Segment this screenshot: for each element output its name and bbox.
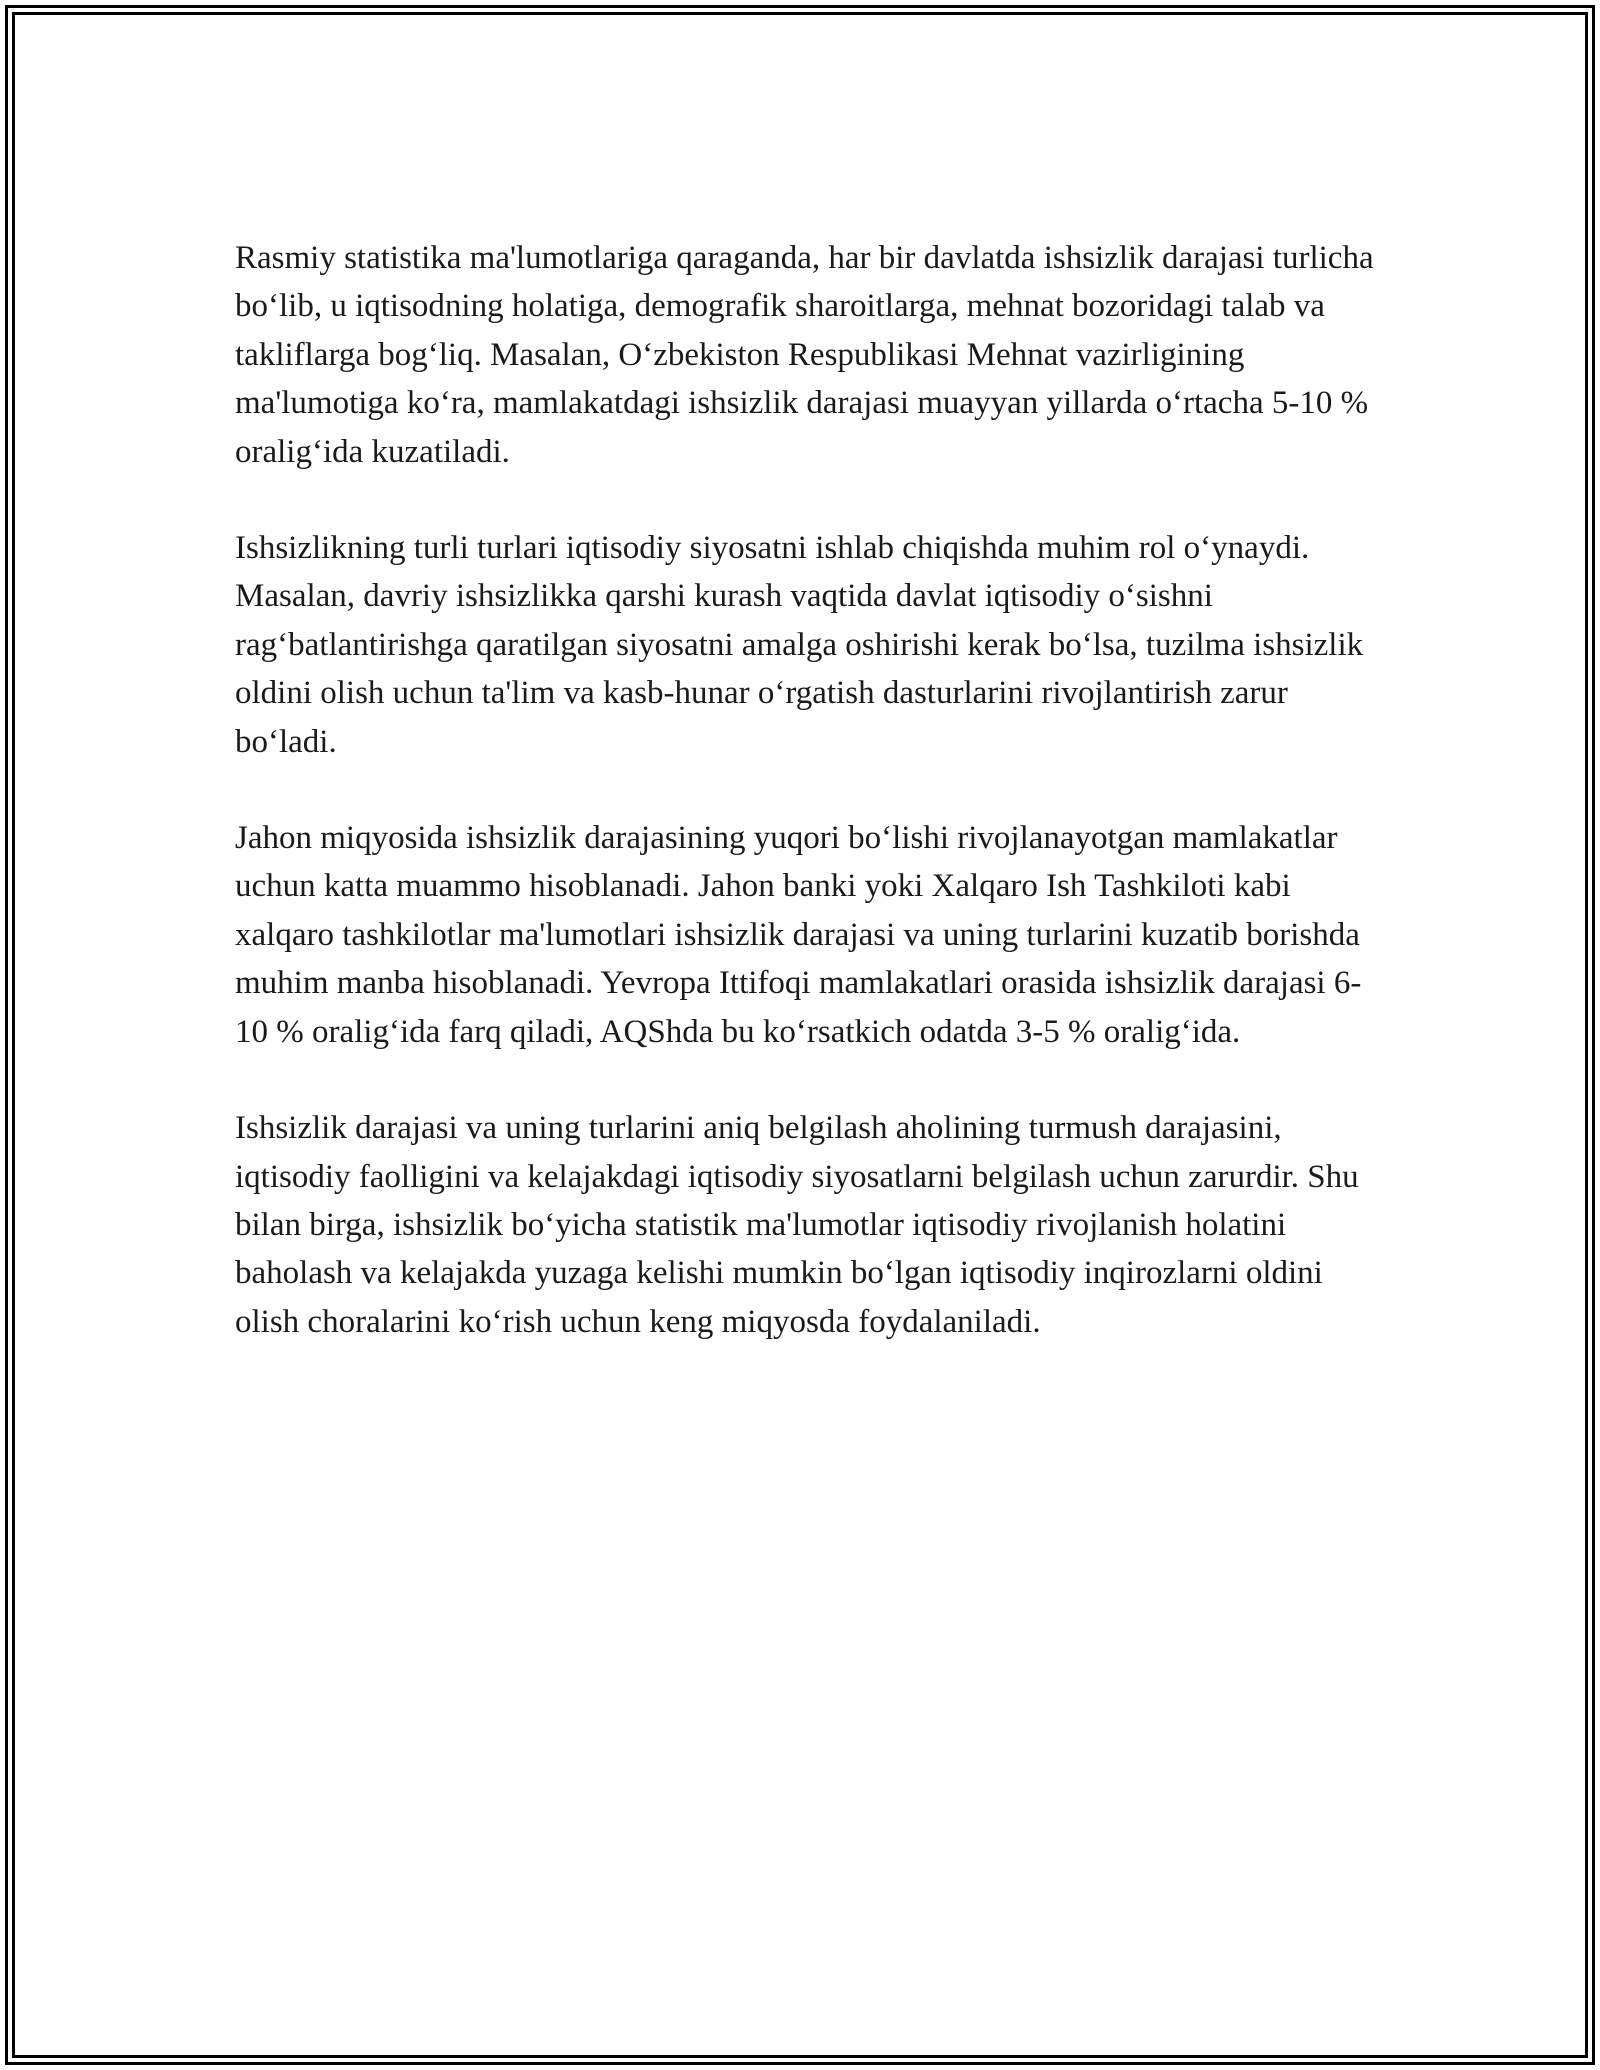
paragraph-2: Ishsizlikning turli turlari iqtisodiy siyosatni ishlab chiqishda muhim rol o‘ynaydi. Masalan, davriy ishsizlikka qarshi kurash vaqtida davlat iqtisodiy o‘sishni rag‘batlantirishga qaratilgan siyosatni amalga oshirishi kerak bo‘lsa, tuzilma ishsizlik oldini olish uchun ta'lim va kasb-hunar o‘rgatish dasturlarini rivojlantirish zarur bo‘ladi. (235, 530, 1364, 760)
paragraph-4: Ishsizlik darajasi va uning turlarini aniq belgilash aholining turmush darajasini, iqtisodiy faolligini va kelajakdagi iqtisodiy siyosatlarni belgilash uchun zarurdir. Shu bilan birga, ishsizlik bo‘yicha statistik ma'lumotlar iqtisodiy rivojlanish holatini baholash va kelajakda yuzaga kelishi mumkin bo‘lgan iqtisodiy inqirozlarni oldini olish choralarini ko‘rish uchun keng miqyosda foydalaniladi. (235, 1110, 1359, 1340)
paragraph-3: Jahon miqyosida ishsizlik darajasining yuqori bo‘lishi rivojlanayotgan mamlakatlar uchun katta muammo hisoblanadi. Jahon banki yoki Xalqaro Ish Tashkiloti kabi xalqaro tashkilotlar ma'lumotlari ishsizlik darajasi va uning turlarini kuzatib borishda muhim manba hisoblanadi. Yevropa Ittifoqi mamlakatlari orasida ishsizlik darajasi 6-10 % oralig‘ida farq qiladi, AQShda bu ko‘rsatkich odatda 3-5 % oralig‘ida. (235, 820, 1362, 1050)
paragraph-1: Rasmiy statistika ma'lumotlariga qaraganda, har bir davlatda ishsizlik darajasi turlicha bo‘lib, u iqtisodning holatiga, demografik sharoitlarga, mehnat bozoridagi talab va takliflarga bog‘liq. Masalan, O‘zbekiston Respublikasi Mehnat vazirligining ma'lumotiga ko‘ra, mamlakatdagi ishsizlik darajasi muayyan yillarda o‘rtacha 5-10 % oralig‘ida kuzatiladi. (235, 240, 1374, 470)
document-body (235, 234, 1375, 1394)
